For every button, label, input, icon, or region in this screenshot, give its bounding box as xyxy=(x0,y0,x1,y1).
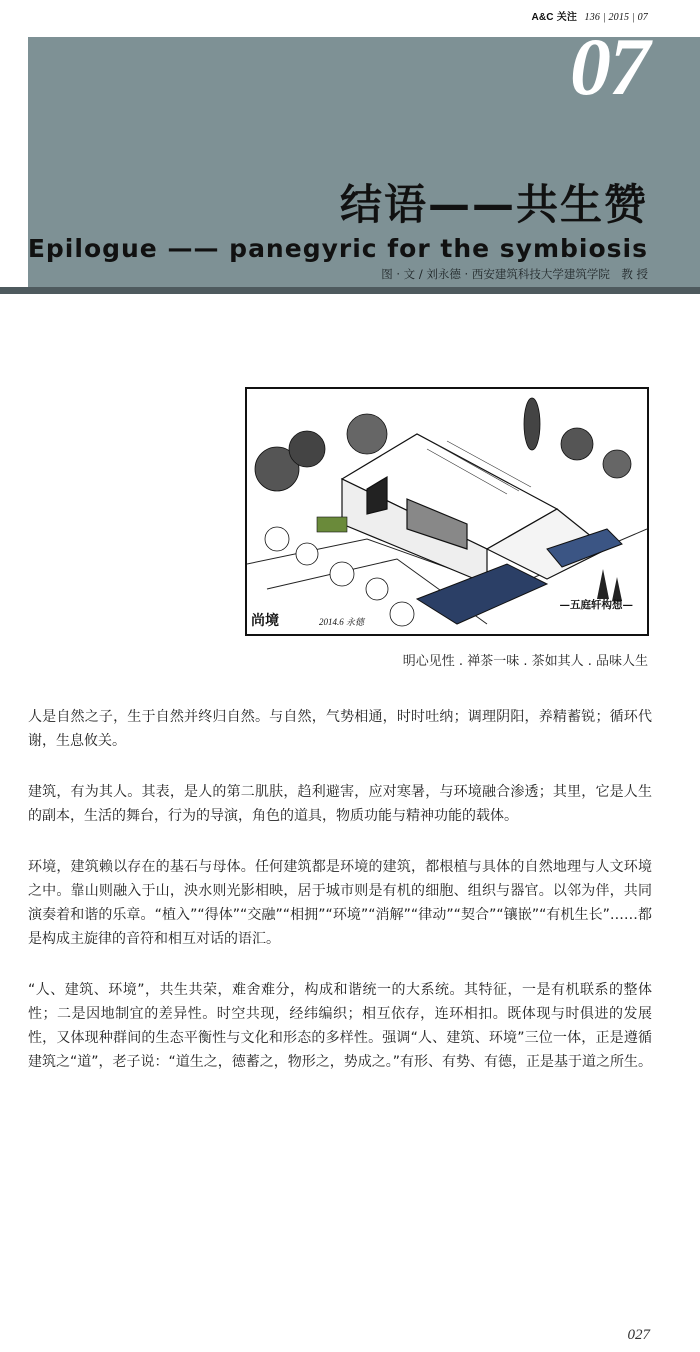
sketch-inset-caption: —五庭轩构想— xyxy=(559,599,633,611)
author-byline: 图 · 文 / 刘永德 · 西安建筑科技大学建筑学院 教 授 xyxy=(381,267,648,281)
illustration-caption: 明心见性 . 禅茶一味 . 茶如其人 . 品味人生 xyxy=(402,654,648,669)
paragraph: 环境，建筑赖以存在的基石与母体。任何建筑都是环境的建筑，都根植与具体的自然地理与人文环境之中。靠山则融入于山，泱水则光影相映，居于城市则是有机的细胞、组织与器官。以邻为伴，共同演奏着和谐的乐章。“植入”“得体”“交融”“相拥”“环境”“消解”“律动”“契合”“镶嵌”“有机生长”……都是构成主旋律的音符和相互对话的语汇。 xyxy=(28,859,652,947)
header-divider-strip xyxy=(0,287,700,294)
article-title-chinese: 结语——共生赞 xyxy=(339,180,648,229)
issue-info: 136 | 2015 | 07 xyxy=(584,12,648,23)
paragraph: “人、建筑、环境”，共生共荣，难舍难分，构成和谐统一的大系统。其特征，一是有机联系的整体性；二是因地制宜的差异性。时空共现，经纬编织；相互依存，连环相扣。既体现与时俱进的发展性，又体现种群间的生态平衡性与文化和形态的多样性。强调“人、建筑、环境”三位一体，正是遵循建筑之“道”，老子说：“道生之，德蓄之，物形之，势成之。”有形、有势、有德，正是基于道之所生。 xyxy=(28,982,653,1070)
artist-seal: 尚境 xyxy=(251,613,279,629)
magazine-brand: A&C 关注 xyxy=(531,12,578,23)
paragraph: 人是自然之子，生于自然并终归自然。与自然，气势相通，时时吐纳；调理阴阳，养精蓄锐；循环代谢，生息攸关。 xyxy=(28,709,652,749)
page-number: 027 xyxy=(627,1327,650,1343)
chapter-number: 07 xyxy=(570,21,648,112)
paragraph: 建筑，有为其人。其表，是人的第二肌肤，趋利避害，应对寒暑，与环境融合渗透；其里，它是人生的副本，生活的舞台，行为的导演，角色的道具，物质功能与精神功能的载体。 xyxy=(28,784,652,824)
architectural-sketch-illustration xyxy=(245,387,649,636)
article-title-english: Epilogue —— panegyric for the symbiosis xyxy=(27,234,648,263)
sketch-signature: 2014.6 永德 xyxy=(319,617,365,627)
article-body xyxy=(28,705,652,1101)
